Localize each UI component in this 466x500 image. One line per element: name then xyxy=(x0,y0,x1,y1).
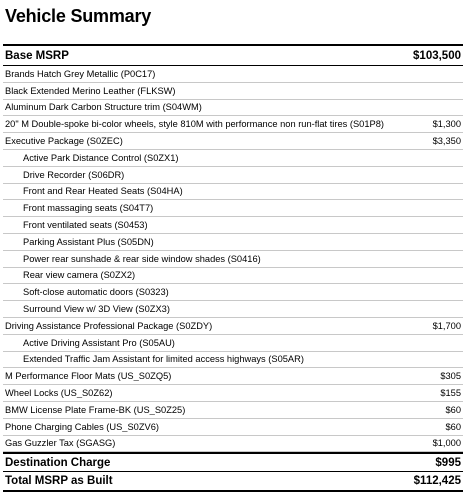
option-label: M Performance Floor Mats (US_S0ZQ5) xyxy=(5,371,172,382)
total-row xyxy=(3,472,463,492)
option-row xyxy=(3,66,463,83)
option-label: Soft-close automatic doors (S0323) xyxy=(23,287,169,298)
option-label: BMW License Plate Frame-BK (US_S0Z25) xyxy=(5,404,186,415)
option-price: $155 xyxy=(440,388,461,399)
option-row xyxy=(3,436,463,453)
option-label: Surround View w/ 3D View (S0ZX3) xyxy=(23,304,170,315)
option-price: $60 xyxy=(445,404,461,415)
package-feature-row xyxy=(3,184,463,201)
base-msrp-row xyxy=(3,46,463,66)
option-label: Power rear sunshade & rear side window shades (S0416) xyxy=(23,253,261,264)
option-price: $1,000 xyxy=(432,438,461,449)
option-label: Phone Charging Cables (US_S0ZV6) xyxy=(5,421,159,432)
option-label: Driving Assistance Professional Package (S0ZDY) xyxy=(5,320,213,331)
package-feature-row xyxy=(3,217,463,234)
destination-label: Destination Charge xyxy=(5,456,111,469)
package-feature-row xyxy=(3,251,463,268)
option-label: Front ventilated seats (S0453) xyxy=(23,220,148,231)
option-label: Parking Assistant Plus (S05DN) xyxy=(23,236,154,247)
package-feature-row xyxy=(3,200,463,217)
package-feature-row xyxy=(3,301,463,318)
package-feature-row xyxy=(3,150,463,167)
option-row xyxy=(3,83,463,100)
option-label: Brands Hatch Grey Metallic (P0C17) xyxy=(5,68,156,79)
package-feature-row xyxy=(3,335,463,352)
option-price: $1,700 xyxy=(432,320,461,331)
option-label: Wheel Locks (US_S0Z62) xyxy=(5,388,113,399)
package-feature-row xyxy=(3,268,463,285)
base-msrp-price: $103,500 xyxy=(413,49,461,62)
option-row xyxy=(3,385,463,402)
total-price: $112,425 xyxy=(413,475,461,488)
option-price: $1,300 xyxy=(432,119,461,130)
option-row xyxy=(3,419,463,436)
option-price: $305 xyxy=(440,371,461,382)
option-label: Drive Recorder (S06DR) xyxy=(23,169,125,180)
base-msrp-label: Base MSRP xyxy=(5,49,69,62)
option-label: Black Extended Merino Leather (FLKSW) xyxy=(5,85,176,96)
option-label: Front massaging seats (S04T7) xyxy=(23,203,154,214)
option-label: Front and Rear Heated Seats (S04HA) xyxy=(23,186,183,197)
page-title: Vehicle Summary xyxy=(5,6,152,26)
total-label: Total MSRP as Built xyxy=(5,475,113,488)
option-row xyxy=(3,368,463,385)
option-label: Gas Guzzler Tax (SGASG) xyxy=(5,438,116,449)
option-label: Aluminum Dark Carbon Structure trim (S04WM) xyxy=(5,102,202,113)
option-row xyxy=(3,100,463,117)
option-label: 20" M Double-spoke bi-color wheels, style 810M with performance non run-flat tires (S01P8) xyxy=(5,119,384,130)
summary-table xyxy=(3,44,463,492)
option-row xyxy=(3,318,463,335)
option-label: Active Park Distance Control (S0ZX1) xyxy=(23,152,179,163)
option-label: Rear view camera (S0ZX2) xyxy=(23,270,136,281)
option-label: Active Driving Assistant Pro (S05AU) xyxy=(23,337,175,348)
package-feature-row xyxy=(3,234,463,251)
destination-row xyxy=(3,452,463,472)
package-feature-row xyxy=(3,284,463,301)
option-row xyxy=(3,133,463,150)
package-feature-row xyxy=(3,167,463,184)
option-row xyxy=(3,116,463,133)
option-label: Executive Package (S0ZEC) xyxy=(5,136,123,147)
option-label: Extended Traffic Jam Assistant for limited access highways (S05AR) xyxy=(23,354,304,365)
option-price: $3,350 xyxy=(432,136,461,147)
destination-price: $995 xyxy=(435,456,461,469)
option-row xyxy=(3,402,463,419)
option-price: $60 xyxy=(445,421,461,432)
option-list xyxy=(3,66,463,452)
package-feature-row xyxy=(3,352,463,369)
